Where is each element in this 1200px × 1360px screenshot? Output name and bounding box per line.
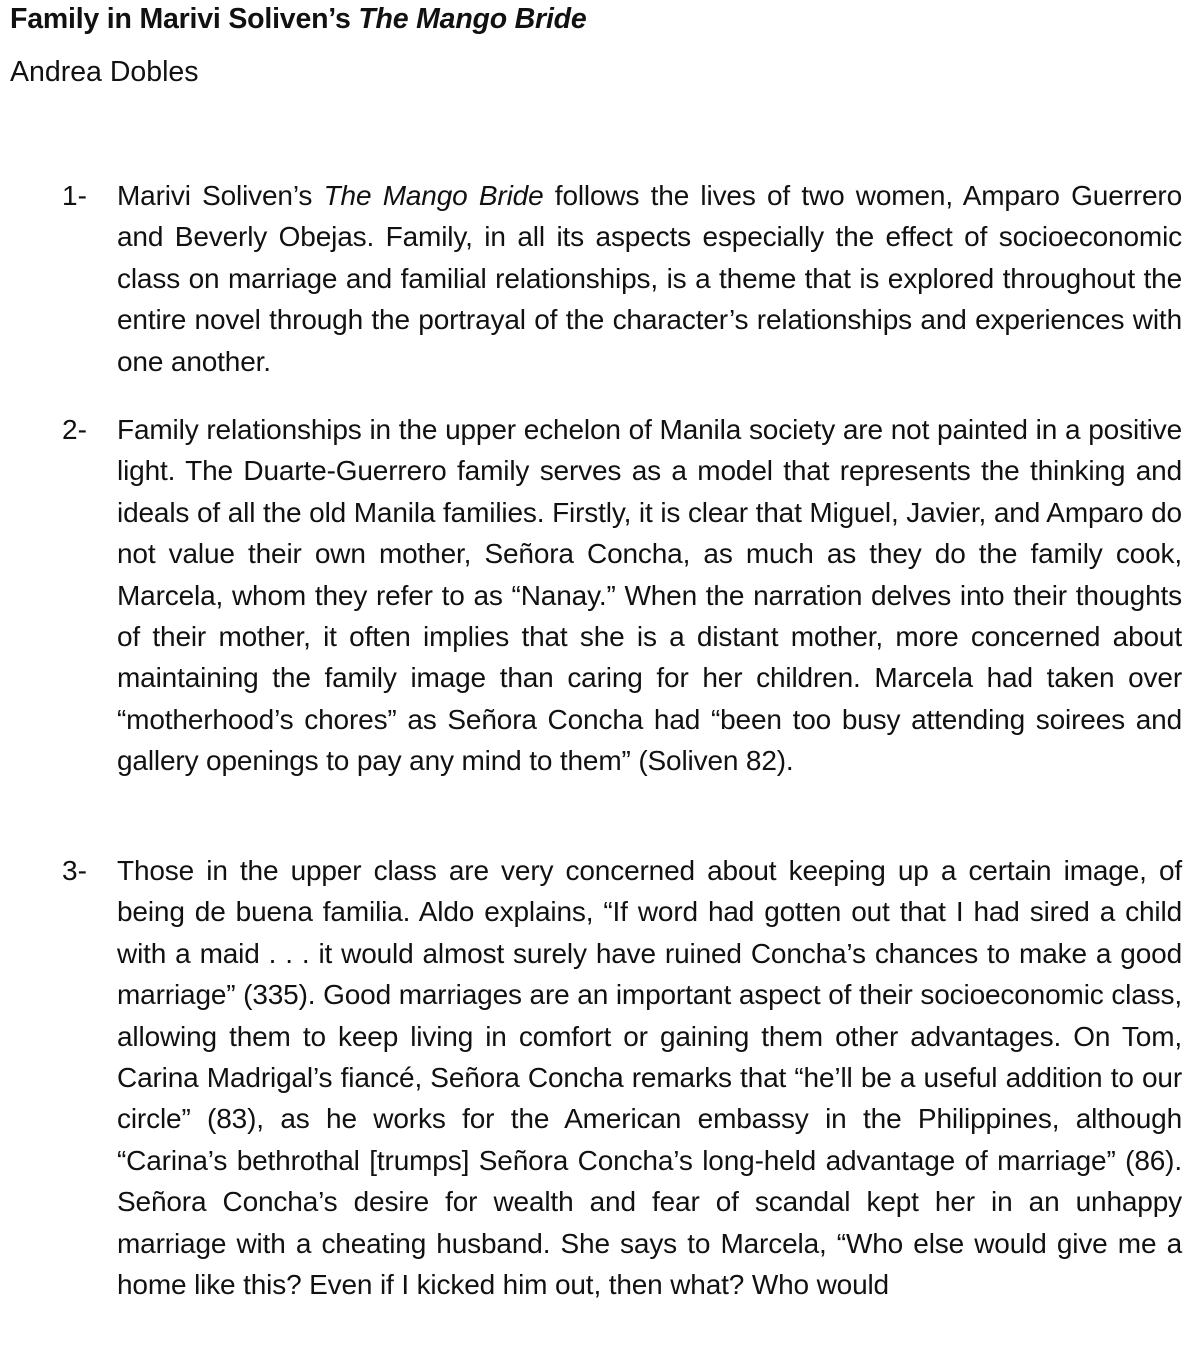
paragraph-text: Family relationships in the upper echelon of Manila society are not painted in a positive light. The Duarte-Guerrero family serves as a model that represents the thinking and ideals of all the old Manila families. Firstly, it is clear that Miguel, Javier, and Amparo do not value their own mother, Señora Concha, as much as they do the family cook, Marcela, whom they refer to as “Nanay.” When the narration delves into their thoughts of their mother, it often implies that she is a distant mother, more concerned about maintaining the family image than caring for her children. Marcela had taken over “motherhood’s chores” as Señora Concha had “been too busy attending soirees and gallery openings to pay any mind to them” (Soliven 82).	[117, 414, 1182, 777]
paragraph-lead: Marivi Soliven’s	[117, 180, 324, 211]
paragraph-number: 2-	[62, 414, 87, 445]
paragraph-number: 3-	[62, 855, 87, 886]
paragraph-number: 1-	[62, 180, 87, 211]
author-name: Andrea Dobles	[10, 56, 199, 88]
book-title-italic: The Mango Bride	[323, 180, 544, 211]
paragraph-rest: follows the lives of two women, Amparo Guerrero and Beverly Obejas. Family, in all its aspects especially the effect of socioeconomic class on marriage and familial relationships, is a theme that is explored throughout the entire novel through the portrayal of the character’s relationships and experiences with one another.	[117, 180, 1182, 377]
page-title	[10, 2, 587, 36]
paragraph-text: Those in the upper class are very concerned about keeping up a certain image, of being de buena familia. Aldo explains, “If word had gotten out that I had sired a child with a maid . . . it would almost surely have ruined Concha’s chances to make a good marriage” (335). Good marriages are an important aspect of their socioeconomic class, allowing them to keep living in comfort or gaining them other advantages. On Tom, Carina Madrigal’s fiancé, Señora Concha remarks that “he’ll be a useful addition to our circle” (83), as he works for the American embassy in the Philippines, although “Carina’s bethrothal [trumps] Señora Concha’s long-held advantage of marriage” (86). Señora Concha’s desire for wealth and fear of scandal kept her in an unhappy marriage with a cheating husband. She says to Marcela, “Who else would give me a home like this? Even if I kicked him out, then what? Who would	[117, 855, 1182, 1301]
paragraph-text	[117, 175, 1182, 382]
title-prefix: Family in Marivi Soliven’s	[10, 3, 359, 35]
title-book-name: The Mango Bride	[358, 3, 587, 35]
